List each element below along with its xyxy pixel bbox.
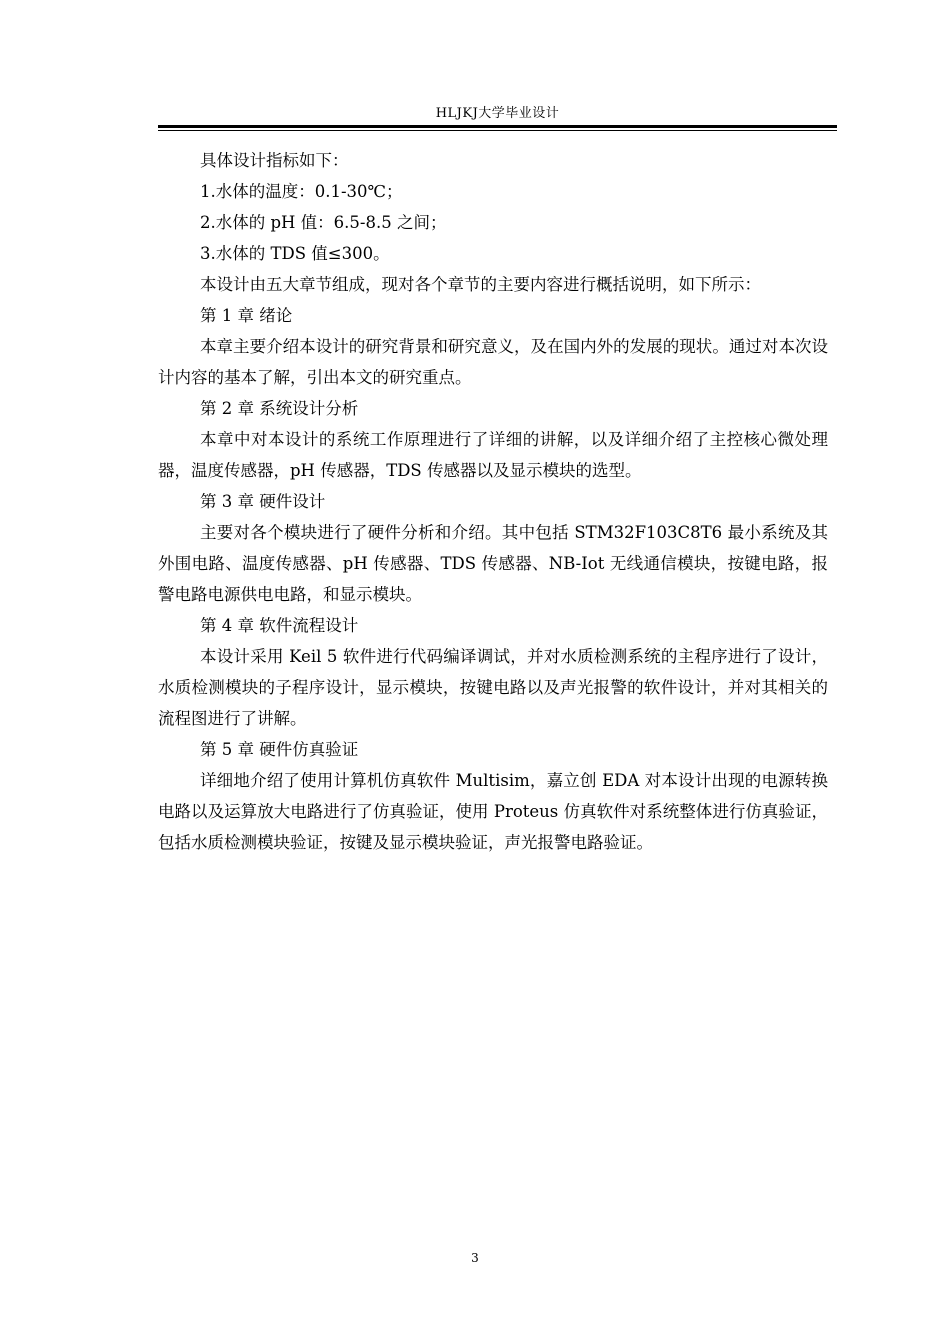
paragraph-design-indicators: 具体设计指标如下：	[200, 151, 349, 170]
chapter-4-summary: 本设计采用 Keil 5 软件进行代码编译调试，并对水质检测系统的主程序进行了设计，水质检测模块的子程序设计，显示模块，按键电路以及声光报警的软件设计，并对其相关的流程图进行了讲解。	[158, 647, 828, 728]
chapter-5-summary: 详细地介绍了使用计算机仿真软件 Multisim，嘉立创 EDA 对本设计出现的电源转换电路以及运算放大电路进行了仿真验证，使用 Proteus 仿真软件对系统整体进行仿真验证，包括水质检测模块验证，按键及显示模块验证，声光报警电路验证。	[158, 771, 828, 852]
paragraph-indicator-temperature: 1.水体的温度：0.1-30℃；	[200, 182, 403, 201]
chapter-5-heading: 第 5 章 硬件仿真验证	[200, 740, 359, 759]
chapter-2-heading: 第 2 章 系统设计分析	[200, 399, 359, 418]
chapter-4-heading: 第 4 章 软件流程设计	[200, 616, 359, 635]
paragraph-chapter-overview: 本设计由五大章节组成，现对各个章节的主要内容进行概括说明，如下所示：	[200, 275, 761, 294]
header-rule-thick	[158, 125, 837, 128]
chapter-3-summary: 主要对各个模块进行了硬件分析和介绍。其中包括 STM32F103C8T6 最小系统及其外围电路、温度传感器、pH 传感器、TDS 传感器、NB-Iot 无线通信模块，按键电路，报警电路电源供电电路，和显示模块。	[158, 523, 828, 604]
page-number: 3	[471, 1251, 479, 1265]
body-text	[158, 145, 828, 858]
chapter-1-heading: 第 1 章 绪论	[200, 306, 293, 325]
chapter-2-summary: 本章中对本设计的系统工作原理进行了详细的讲解，以及详细介绍了主控核心微处理器，温度传感器，pH 传感器，TDS 传感器以及显示模块的选型。	[158, 430, 828, 480]
paragraph-indicator-tds: 3.水体的 TDS 值≤300。	[200, 244, 390, 263]
chapter-1-summary: 本章主要介绍本设计的研究背景和研究意义，及在国内外的发展的现状。通过对本次设计内容的基本了解，引出本文的研究重点。	[158, 337, 828, 387]
chapter-3-heading: 第 3 章 硬件设计	[200, 492, 326, 511]
header-rule-thin	[158, 130, 837, 131]
paragraph-indicator-ph: 2.水体的 pH 值：6.5-8.5 之间；	[200, 213, 447, 232]
running-header: HLJKJ大学毕业设计	[435, 106, 560, 121]
